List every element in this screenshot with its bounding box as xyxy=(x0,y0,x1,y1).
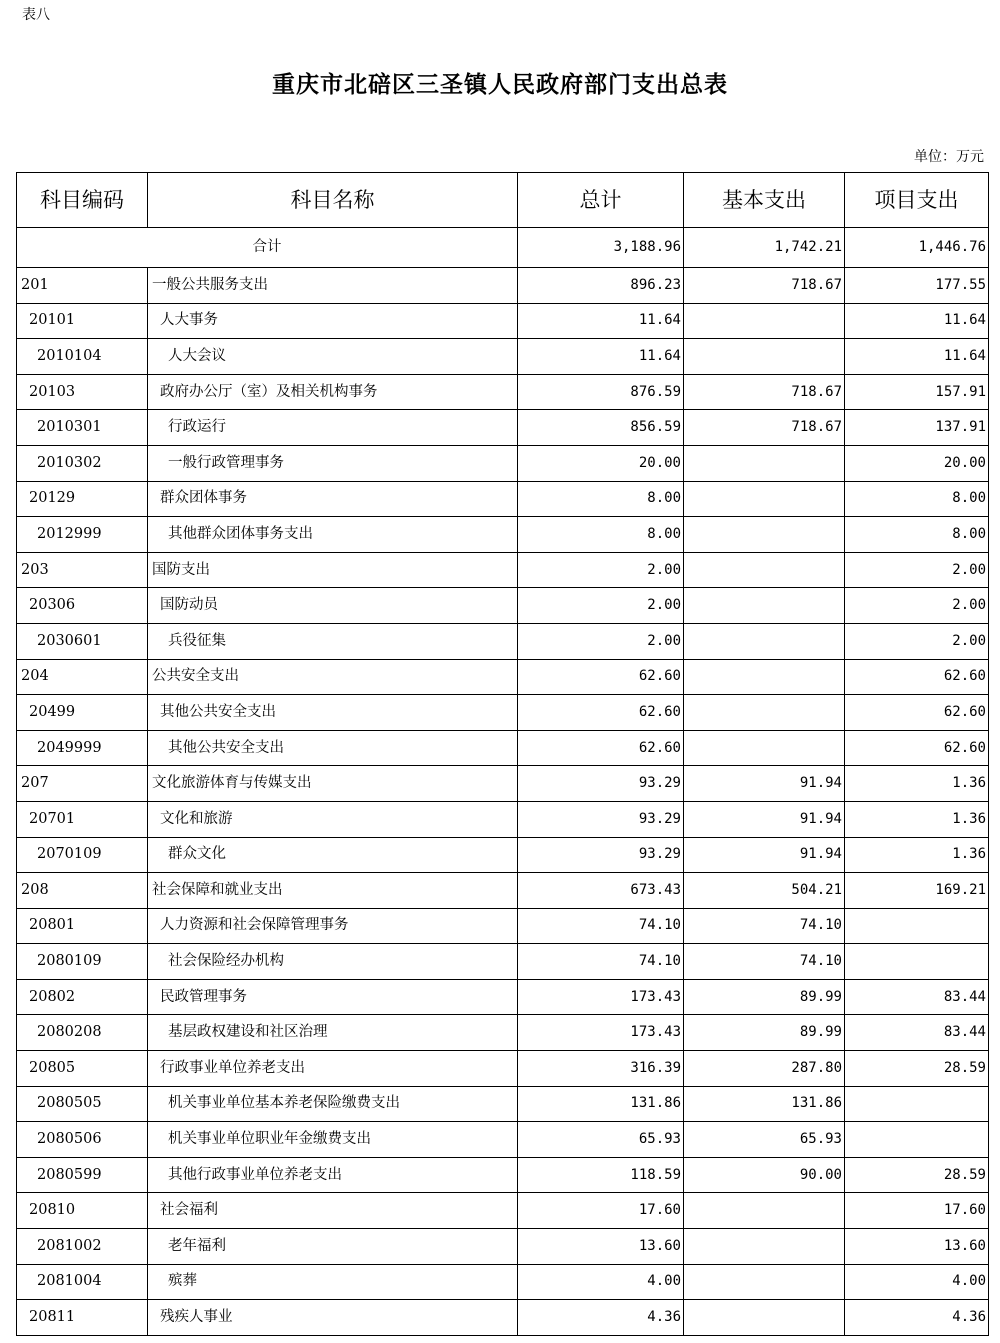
total-basic: 1,742.21 xyxy=(684,228,845,268)
row-project: 1.36 xyxy=(845,766,989,802)
row-total: 4.36 xyxy=(518,1300,684,1336)
table-row xyxy=(17,268,989,304)
row-code: 20801 xyxy=(17,908,148,944)
row-name: 基层政权建设和社区治理 xyxy=(148,1015,518,1051)
row-basic: 89.99 xyxy=(684,1015,845,1051)
row-code: 20103 xyxy=(17,374,148,410)
header-total: 总计 xyxy=(518,173,684,228)
row-project: 8.00 xyxy=(845,481,989,517)
row-name: 殡葬 xyxy=(148,1264,518,1300)
row-total: 2.00 xyxy=(518,552,684,588)
row-name: 老年福利 xyxy=(148,1229,518,1265)
row-total: 316.39 xyxy=(518,1051,684,1087)
row-project: 11.64 xyxy=(845,339,989,375)
table-row xyxy=(17,1229,989,1265)
row-code: 20810 xyxy=(17,1193,148,1229)
table-row xyxy=(17,410,989,446)
row-project: 62.60 xyxy=(845,659,989,695)
row-code: 201 xyxy=(17,268,148,304)
row-project: 13.60 xyxy=(845,1229,989,1265)
table-row xyxy=(17,944,989,980)
row-project: 62.60 xyxy=(845,730,989,766)
row-project: 177.55 xyxy=(845,268,989,304)
row-basic xyxy=(684,623,845,659)
row-basic: 91.94 xyxy=(684,801,845,837)
table-row xyxy=(17,374,989,410)
row-name: 其他公共安全支出 xyxy=(148,695,518,731)
table-row xyxy=(17,339,989,375)
row-total: 876.59 xyxy=(518,374,684,410)
table-row xyxy=(17,1264,989,1300)
row-code: 20499 xyxy=(17,695,148,731)
row-total: 673.43 xyxy=(518,873,684,909)
row-name: 行政事业单位养老支出 xyxy=(148,1051,518,1087)
row-code: 20811 xyxy=(17,1300,148,1336)
table-row xyxy=(17,730,989,766)
row-name: 机关事业单位基本养老保险缴费支出 xyxy=(148,1086,518,1122)
row-code: 20805 xyxy=(17,1051,148,1087)
row-name: 政府办公厅（室）及相关机构事务 xyxy=(148,374,518,410)
row-code: 2010104 xyxy=(17,339,148,375)
row-total: 173.43 xyxy=(518,1015,684,1051)
row-basic xyxy=(684,695,845,731)
row-basic xyxy=(684,1264,845,1300)
table-row xyxy=(17,481,989,517)
row-project: 83.44 xyxy=(845,1015,989,1051)
row-name: 其他群众团体事务支出 xyxy=(148,517,518,553)
total-label: 合计 xyxy=(17,228,518,268)
table-row xyxy=(17,873,989,909)
row-name: 公共安全支出 xyxy=(148,659,518,695)
row-project: 11.64 xyxy=(845,303,989,339)
row-name: 群众文化 xyxy=(148,837,518,873)
table-row xyxy=(17,1122,989,1158)
row-total: 62.60 xyxy=(518,695,684,731)
row-name: 一般行政管理事务 xyxy=(148,445,518,481)
row-total: 2.00 xyxy=(518,623,684,659)
page-title: 重庆市北碚区三圣镇人民政府部门支出总表 xyxy=(272,71,728,98)
row-code: 2070109 xyxy=(17,837,148,873)
row-project: 2.00 xyxy=(845,623,989,659)
row-project: 157.91 xyxy=(845,374,989,410)
row-basic: 65.93 xyxy=(684,1122,845,1158)
row-code: 20129 xyxy=(17,481,148,517)
row-total: 173.43 xyxy=(518,979,684,1015)
row-basic: 74.10 xyxy=(684,944,845,980)
table-row xyxy=(17,1051,989,1087)
expenditure-table xyxy=(16,172,989,1336)
table-row xyxy=(17,623,989,659)
row-basic: 91.94 xyxy=(684,837,845,873)
row-project: 137.91 xyxy=(845,410,989,446)
row-name: 残疾人事业 xyxy=(148,1300,518,1336)
row-total: 856.59 xyxy=(518,410,684,446)
table-row xyxy=(17,766,989,802)
row-total: 74.10 xyxy=(518,944,684,980)
row-total: 11.64 xyxy=(518,303,684,339)
row-code: 2010302 xyxy=(17,445,148,481)
row-code: 2081002 xyxy=(17,1229,148,1265)
table-row xyxy=(17,445,989,481)
row-code: 2080505 xyxy=(17,1086,148,1122)
table-row xyxy=(17,588,989,624)
row-project: 28.59 xyxy=(845,1051,989,1087)
row-code: 20101 xyxy=(17,303,148,339)
row-code: 20802 xyxy=(17,979,148,1015)
table-row xyxy=(17,801,989,837)
row-code: 2080599 xyxy=(17,1157,148,1193)
row-basic xyxy=(684,1193,845,1229)
row-total: 13.60 xyxy=(518,1229,684,1265)
row-basic: 287.80 xyxy=(684,1051,845,1087)
row-project: 17.60 xyxy=(845,1193,989,1229)
table-row xyxy=(17,1193,989,1229)
row-name: 国防支出 xyxy=(148,552,518,588)
row-basic: 74.10 xyxy=(684,908,845,944)
row-code: 208 xyxy=(17,873,148,909)
row-basic xyxy=(684,659,845,695)
row-name: 机关事业单位职业年金缴费支出 xyxy=(148,1122,518,1158)
row-basic xyxy=(684,481,845,517)
row-basic: 718.67 xyxy=(684,268,845,304)
row-total: 4.00 xyxy=(518,1264,684,1300)
table-row xyxy=(17,1015,989,1051)
header-row xyxy=(17,173,989,228)
row-total: 8.00 xyxy=(518,481,684,517)
row-total: 118.59 xyxy=(518,1157,684,1193)
row-project: 62.60 xyxy=(845,695,989,731)
row-total: 131.86 xyxy=(518,1086,684,1122)
header-project: 项目支出 xyxy=(845,173,989,228)
row-name: 社会福利 xyxy=(148,1193,518,1229)
row-name: 民政管理事务 xyxy=(148,979,518,1015)
row-project: 83.44 xyxy=(845,979,989,1015)
row-name: 群众团体事务 xyxy=(148,481,518,517)
row-name: 社会保障和就业支出 xyxy=(148,873,518,909)
row-total: 62.60 xyxy=(518,659,684,695)
row-code: 2080506 xyxy=(17,1122,148,1158)
row-total: 93.29 xyxy=(518,766,684,802)
table-row xyxy=(17,695,989,731)
row-total: 2.00 xyxy=(518,588,684,624)
row-project: 4.36 xyxy=(845,1300,989,1336)
row-name: 文化和旅游 xyxy=(148,801,518,837)
unit-label: 单位：万元 xyxy=(914,149,984,165)
header-basic: 基本支出 xyxy=(684,173,845,228)
row-basic xyxy=(684,1229,845,1265)
row-project xyxy=(845,1122,989,1158)
table-number-label: 表八 xyxy=(22,7,50,23)
row-basic xyxy=(684,1300,845,1336)
row-basic xyxy=(684,339,845,375)
row-code: 2030601 xyxy=(17,623,148,659)
row-project xyxy=(845,944,989,980)
row-basic xyxy=(684,588,845,624)
row-basic xyxy=(684,517,845,553)
row-name: 文化旅游体育与传媒支出 xyxy=(148,766,518,802)
row-total: 11.64 xyxy=(518,339,684,375)
table-row xyxy=(17,659,989,695)
row-total: 93.29 xyxy=(518,801,684,837)
row-total: 65.93 xyxy=(518,1122,684,1158)
row-code: 204 xyxy=(17,659,148,695)
row-basic: 718.67 xyxy=(684,374,845,410)
row-project: 2.00 xyxy=(845,552,989,588)
row-basic: 718.67 xyxy=(684,410,845,446)
row-basic: 91.94 xyxy=(684,766,845,802)
row-project: 1.36 xyxy=(845,801,989,837)
row-name: 兵役征集 xyxy=(148,623,518,659)
row-project: 8.00 xyxy=(845,517,989,553)
row-basic xyxy=(684,730,845,766)
table-row xyxy=(17,517,989,553)
header-name: 科目名称 xyxy=(148,173,518,228)
table-row xyxy=(17,908,989,944)
row-basic xyxy=(684,552,845,588)
row-total: 74.10 xyxy=(518,908,684,944)
row-name: 国防动员 xyxy=(148,588,518,624)
row-name: 其他公共安全支出 xyxy=(148,730,518,766)
row-project xyxy=(845,908,989,944)
row-name: 人力资源和社会保障管理事务 xyxy=(148,908,518,944)
row-code: 20306 xyxy=(17,588,148,624)
row-code: 207 xyxy=(17,766,148,802)
row-project: 169.21 xyxy=(845,873,989,909)
table-row xyxy=(17,837,989,873)
row-name: 人大事务 xyxy=(148,303,518,339)
row-code: 2080109 xyxy=(17,944,148,980)
row-project: 1.36 xyxy=(845,837,989,873)
row-total: 17.60 xyxy=(518,1193,684,1229)
row-total: 20.00 xyxy=(518,445,684,481)
row-basic: 89.99 xyxy=(684,979,845,1015)
total-row xyxy=(17,228,989,268)
row-name: 一般公共服务支出 xyxy=(148,268,518,304)
row-project: 4.00 xyxy=(845,1264,989,1300)
row-project xyxy=(845,1086,989,1122)
row-basic: 504.21 xyxy=(684,873,845,909)
row-name: 其他行政事业单位养老支出 xyxy=(148,1157,518,1193)
table-row xyxy=(17,1157,989,1193)
row-code: 2081004 xyxy=(17,1264,148,1300)
row-basic xyxy=(684,445,845,481)
row-code: 20701 xyxy=(17,801,148,837)
row-code: 203 xyxy=(17,552,148,588)
row-total: 896.23 xyxy=(518,268,684,304)
table-row xyxy=(17,552,989,588)
row-code: 2012999 xyxy=(17,517,148,553)
table-row xyxy=(17,979,989,1015)
row-name: 人大会议 xyxy=(148,339,518,375)
row-basic: 131.86 xyxy=(684,1086,845,1122)
row-basic: 90.00 xyxy=(684,1157,845,1193)
row-total: 8.00 xyxy=(518,517,684,553)
row-project: 28.59 xyxy=(845,1157,989,1193)
row-code: 2049999 xyxy=(17,730,148,766)
total-total: 3,188.96 xyxy=(518,228,684,268)
row-code: 2080208 xyxy=(17,1015,148,1051)
table-row xyxy=(17,1086,989,1122)
row-basic xyxy=(684,303,845,339)
row-name: 社会保险经办机构 xyxy=(148,944,518,980)
table-row xyxy=(17,1300,989,1336)
row-code: 2010301 xyxy=(17,410,148,446)
row-name: 行政运行 xyxy=(148,410,518,446)
row-total: 93.29 xyxy=(518,837,684,873)
header-code: 科目编码 xyxy=(17,173,148,228)
total-project: 1,446.76 xyxy=(845,228,989,268)
row-project: 2.00 xyxy=(845,588,989,624)
row-total: 62.60 xyxy=(518,730,684,766)
table-row xyxy=(17,303,989,339)
row-project: 20.00 xyxy=(845,445,989,481)
